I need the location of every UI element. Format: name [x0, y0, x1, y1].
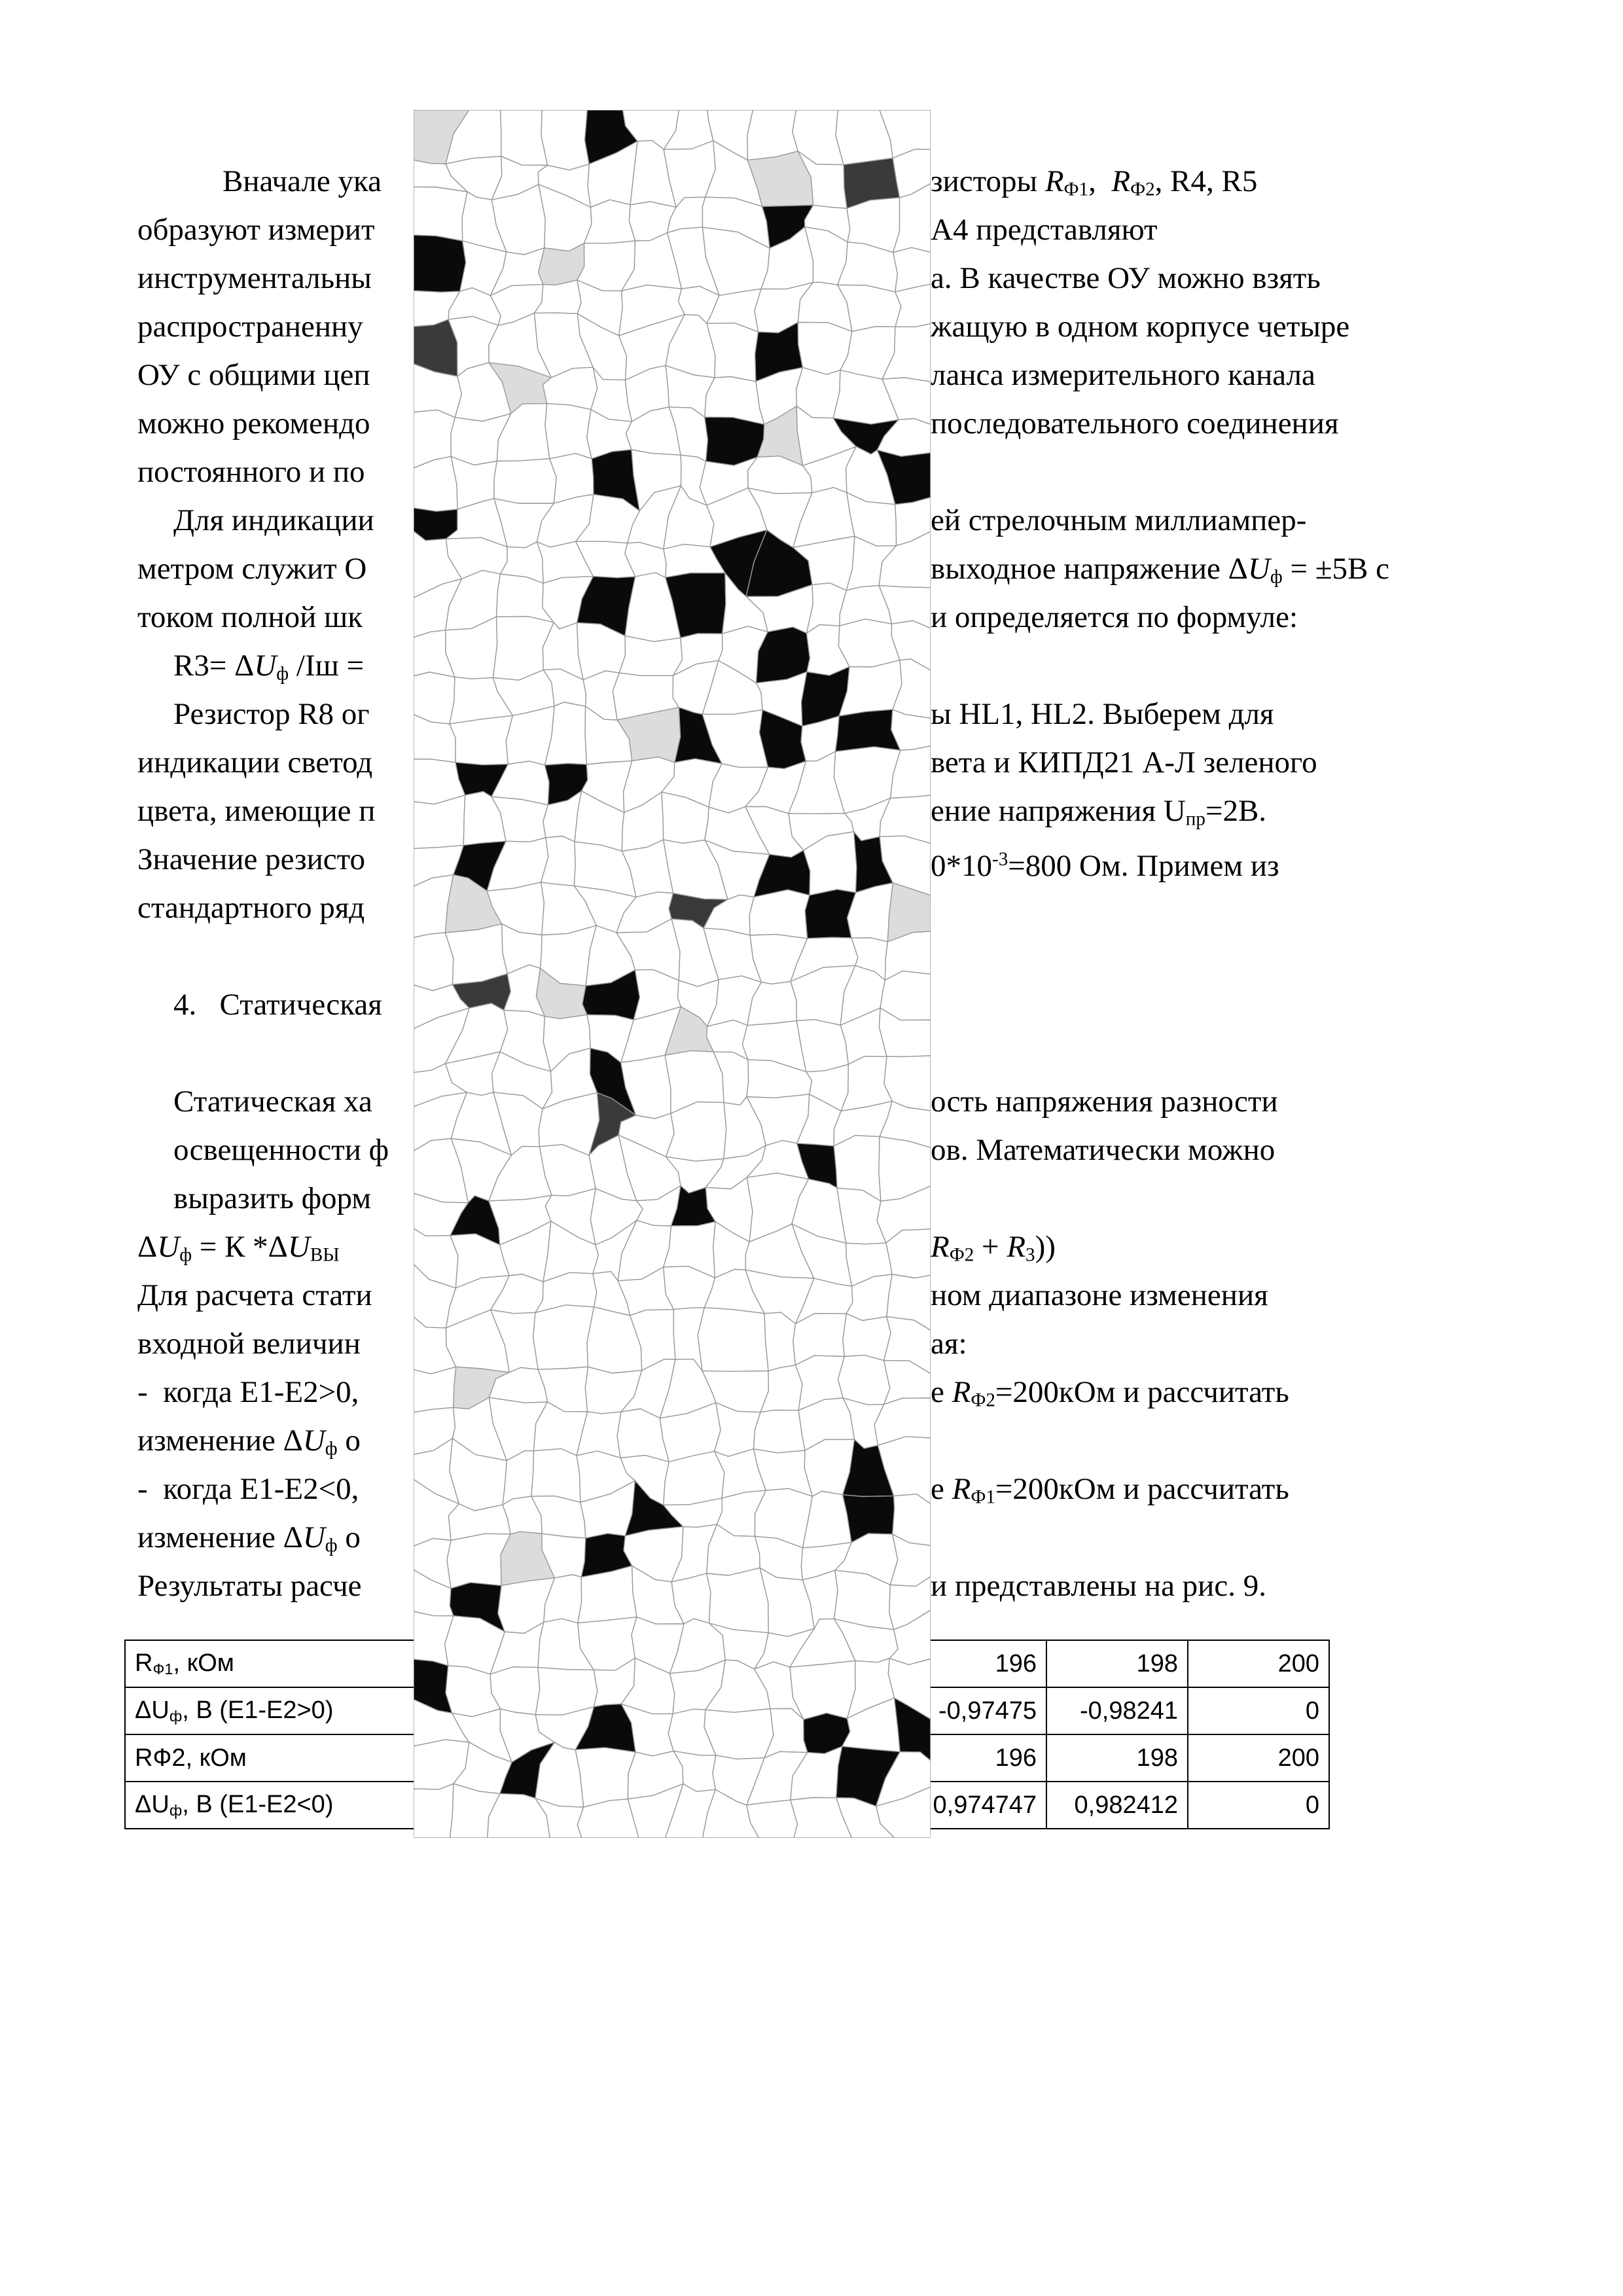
line-left-fragment [137, 206, 374, 254]
text-segment: , [1088, 164, 1112, 198]
text-segment: R3= Δ [173, 649, 255, 683]
line-right-fragment [931, 1077, 1278, 1126]
text-segment: Статическая ха [173, 1085, 372, 1119]
mosaic-cell [843, 1314, 891, 1361]
text-segment: можно рекомендо [137, 406, 370, 440]
mosaic-cell [450, 715, 512, 764]
line-left-fragment [173, 496, 374, 545]
text-segment: U [302, 1424, 325, 1458]
mosaic-overlay [414, 110, 931, 1838]
text-segment: =200кОм и рассчитать [995, 1375, 1289, 1409]
text-segment: последовательного соединения [931, 406, 1339, 440]
text-segment: е [931, 1375, 952, 1409]
text-segment: выходное напряжение Δ [931, 552, 1248, 586]
text-segment: Ф1 [1063, 179, 1089, 200]
text-segment: =200кОм и рассчитать [995, 1472, 1289, 1506]
text-segment: = ±5В с [1282, 552, 1389, 586]
text-segment: R [1044, 164, 1064, 198]
mosaic-cell [704, 1709, 774, 1759]
text-segment: о [337, 1424, 361, 1458]
line-left-fragment [137, 399, 370, 448]
text-segment: изменение Δ [137, 1424, 303, 1458]
text-segment: = К *Δ [192, 1230, 288, 1264]
table-cell: 196 [905, 1734, 1046, 1782]
mosaic-cell [698, 1308, 768, 1371]
line-right-fragment [931, 738, 1317, 787]
text-segment: R [1007, 1230, 1026, 1264]
line-right-fragment [931, 302, 1349, 351]
text-segment: Вначале ука [223, 164, 382, 198]
text-segment: ей стрелочным миллиампер- [931, 503, 1307, 537]
mosaic-cell [838, 1355, 890, 1405]
text-segment: освещенности ф [173, 1133, 389, 1167]
text-segment: 4. Статическая [173, 988, 382, 1022]
text-segment: ΔU [135, 1790, 169, 1818]
text-segment: 0*10 [931, 849, 992, 884]
mosaic-cell [796, 1020, 848, 1072]
text-segment: индикации светод [137, 745, 373, 780]
text-segment: жащую в одном корпусе четыре [931, 310, 1350, 344]
table-cell: 198 [1046, 1734, 1188, 1782]
text-segment: 3 [1026, 1244, 1035, 1266]
text-segment: Ф2 [949, 1244, 974, 1266]
line-left-fragment [137, 835, 365, 884]
table-cell: 200 [1188, 1734, 1329, 1782]
mosaic-cell [414, 1784, 454, 1838]
text-segment: образуют измерит [137, 213, 375, 247]
mosaic-cell [531, 1448, 580, 1502]
mosaic-cell [545, 404, 592, 459]
text-segment: вета и КИПД21 А-Л зеленого [931, 745, 1317, 780]
text-segment: ость напряжения разности [931, 1085, 1278, 1119]
mosaic-cell [541, 110, 589, 170]
text-segment: RФ2, кОм [135, 1744, 247, 1772]
text-segment: - когда Е1-Е2>0, [137, 1375, 367, 1409]
text-segment: Ф2 [971, 1390, 995, 1411]
mosaic-cell [764, 1312, 796, 1371]
line-left-fragment [137, 738, 372, 787]
table-cell: 198 [1046, 1640, 1188, 1687]
text-segment: -3 [992, 849, 1008, 870]
text-segment: цвета, имеющие п [137, 794, 376, 828]
text-segment: U [157, 1230, 180, 1264]
table-cell: -0,98241 [1046, 1687, 1188, 1734]
text-segment: ф [325, 1535, 338, 1556]
text-segment: ΔU [135, 1696, 169, 1724]
text-segment: R [931, 1230, 950, 1264]
mosaic-cell [414, 1367, 456, 1412]
line-right-fragment [931, 1319, 967, 1368]
text-segment: пр [1185, 808, 1205, 830]
text-segment: + [974, 1230, 1007, 1264]
mosaic-cell [749, 889, 810, 938]
table-cell: 0 [1188, 1782, 1329, 1829]
line-right-fragment [931, 351, 1315, 399]
mosaic-cell [707, 1568, 768, 1633]
text-segment: Ф1 [971, 1486, 995, 1508]
mosaic-cell [754, 1410, 806, 1452]
text-segment: R [952, 1375, 971, 1409]
line-left-fragment [137, 448, 365, 496]
text-segment: Δ [137, 1230, 158, 1264]
mosaic-cell [494, 459, 556, 503]
text-segment: , В (Е1-Е2>0) [182, 1696, 334, 1724]
text-segment: ов. Математически можно [931, 1133, 1275, 1167]
line-right-fragment [931, 1126, 1275, 1174]
mosaic-svg [414, 110, 931, 1838]
text-segment: ая: [931, 1327, 967, 1361]
text-segment: R [135, 1649, 153, 1677]
table-cell: 0,974747 [905, 1782, 1046, 1829]
line-left-fragment [137, 593, 363, 641]
text-segment: , кОм [173, 1649, 234, 1677]
text-segment: U [1247, 552, 1270, 586]
text-segment: ф [169, 1802, 183, 1820]
text-segment: ы HL1, HL2. Выберем для [931, 697, 1274, 731]
line-left-fragment [137, 1368, 366, 1416]
text-segment: о [337, 1520, 361, 1554]
table-cell: 0,982412 [1046, 1782, 1188, 1829]
text-segment: ф [325, 1438, 338, 1460]
text-segment: R [1111, 164, 1131, 198]
text-segment: током полной шк [137, 600, 363, 634]
text-segment: =800 Ом. Примем из [1008, 849, 1279, 884]
mosaic-cell [895, 284, 931, 327]
line-left-fragment [137, 302, 363, 351]
text-segment: распространенну [137, 310, 363, 344]
text-segment: Для расчета стати [137, 1278, 372, 1312]
text-segment: и определяется по формуле: [931, 600, 1298, 634]
text-segment: ОУ с общими цеп [137, 358, 370, 392]
line-left-fragment [137, 787, 375, 835]
table-cell: 200 [1188, 1640, 1329, 1687]
line-left-fragment [137, 254, 372, 302]
mosaic-cell [747, 110, 798, 160]
table-cell: 196 [905, 1640, 1046, 1687]
text-segment: ланса измерительного канала [931, 358, 1315, 392]
table-cell: 0 [1188, 1687, 1329, 1734]
line-right-fragment [931, 593, 1298, 641]
line-right-fragment [931, 206, 1158, 254]
line-left-fragment [137, 1465, 366, 1513]
text-segment: U [287, 1230, 310, 1264]
text-segment: инструментальны [137, 261, 372, 295]
line-left-fragment [137, 545, 366, 593]
line-left-fragment [223, 157, 382, 206]
text-segment: А4 представляют [931, 213, 1158, 247]
text-segment: /Iш = [289, 649, 372, 683]
mosaic-cell [619, 636, 682, 676]
mosaic-cell [414, 235, 466, 292]
text-segment: , R4, R5 [1154, 164, 1258, 198]
line-left-fragment [137, 884, 365, 932]
line-left-fragment [137, 1562, 361, 1610]
text-segment: Ф1 [152, 1660, 173, 1678]
text-segment: ение напряжения U [931, 794, 1186, 828]
text-segment: Резистор R8 ог [173, 697, 370, 731]
line-right-fragment [931, 835, 1279, 890]
line-left-fragment [173, 980, 382, 1029]
mosaic-cell [838, 619, 900, 667]
line-left-fragment [173, 1174, 371, 1223]
text-segment: ф [276, 663, 289, 685]
mosaic-cell [414, 933, 454, 991]
text-segment: Ф2 [1130, 179, 1155, 200]
text-segment: U [302, 1520, 325, 1554]
mosaic-cell [414, 795, 465, 849]
text-segment: зисторы [931, 164, 1045, 198]
mosaic-cell [501, 110, 548, 166]
line-left-fragment [137, 1271, 372, 1319]
mosaic-cell [575, 1748, 635, 1807]
text-segment: ф [179, 1244, 192, 1266]
text-segment: ном диапазоне изменения [931, 1278, 1268, 1312]
text-segment: а. В качестве ОУ можно взять [931, 261, 1321, 295]
text-segment: Результаты расче [137, 1569, 362, 1603]
line-left-fragment [137, 1319, 361, 1368]
text-segment: е [931, 1472, 952, 1506]
text-segment: ф [1270, 566, 1283, 588]
text-segment: стандартного ряд [137, 891, 365, 925]
line-left-fragment [173, 1077, 372, 1126]
text-segment: Для индикации [173, 503, 374, 537]
text-segment: )) [1035, 1230, 1056, 1264]
line-left-fragment [173, 1126, 389, 1174]
text-segment: метром служит О [137, 552, 367, 586]
text-segment: и представлены на рис. 9. [931, 1569, 1266, 1603]
line-left-fragment [173, 690, 370, 738]
line-right-fragment [931, 254, 1321, 302]
text-segment: Значение резисто [137, 842, 366, 876]
mosaic-cell [707, 323, 758, 382]
text-segment: U [254, 649, 277, 683]
text-segment: =2В. [1205, 794, 1267, 828]
text-segment: изменение Δ [137, 1520, 303, 1554]
text-segment: постоянного и по [137, 455, 365, 489]
line-right-fragment [931, 1562, 1266, 1610]
mosaic-cell [446, 924, 508, 985]
mosaic-cell [836, 709, 901, 751]
mosaic-cell [414, 672, 455, 724]
text-segment: R [952, 1472, 971, 1506]
text-segment: - когда Е1-Е2<0, [137, 1472, 367, 1506]
mosaic-cell [790, 1660, 855, 1719]
text-segment: ф [169, 1708, 183, 1725]
line-right-fragment [931, 690, 1274, 738]
text-segment: ВЫ [310, 1244, 340, 1266]
table-cell: -0,97475 [905, 1687, 1046, 1734]
text-segment: , В (Е1-Е2<0) [182, 1790, 334, 1818]
text-segment: выразить форм [173, 1181, 372, 1215]
line-right-fragment [931, 399, 1338, 448]
line-right-fragment [931, 1271, 1268, 1319]
text-segment: входной величин [137, 1327, 361, 1361]
mosaic-cell [414, 187, 467, 242]
line-left-fragment [137, 351, 370, 399]
mosaic-cell [533, 1305, 594, 1369]
mosaic-cell [535, 1668, 597, 1715]
line-right-fragment [931, 496, 1306, 545]
